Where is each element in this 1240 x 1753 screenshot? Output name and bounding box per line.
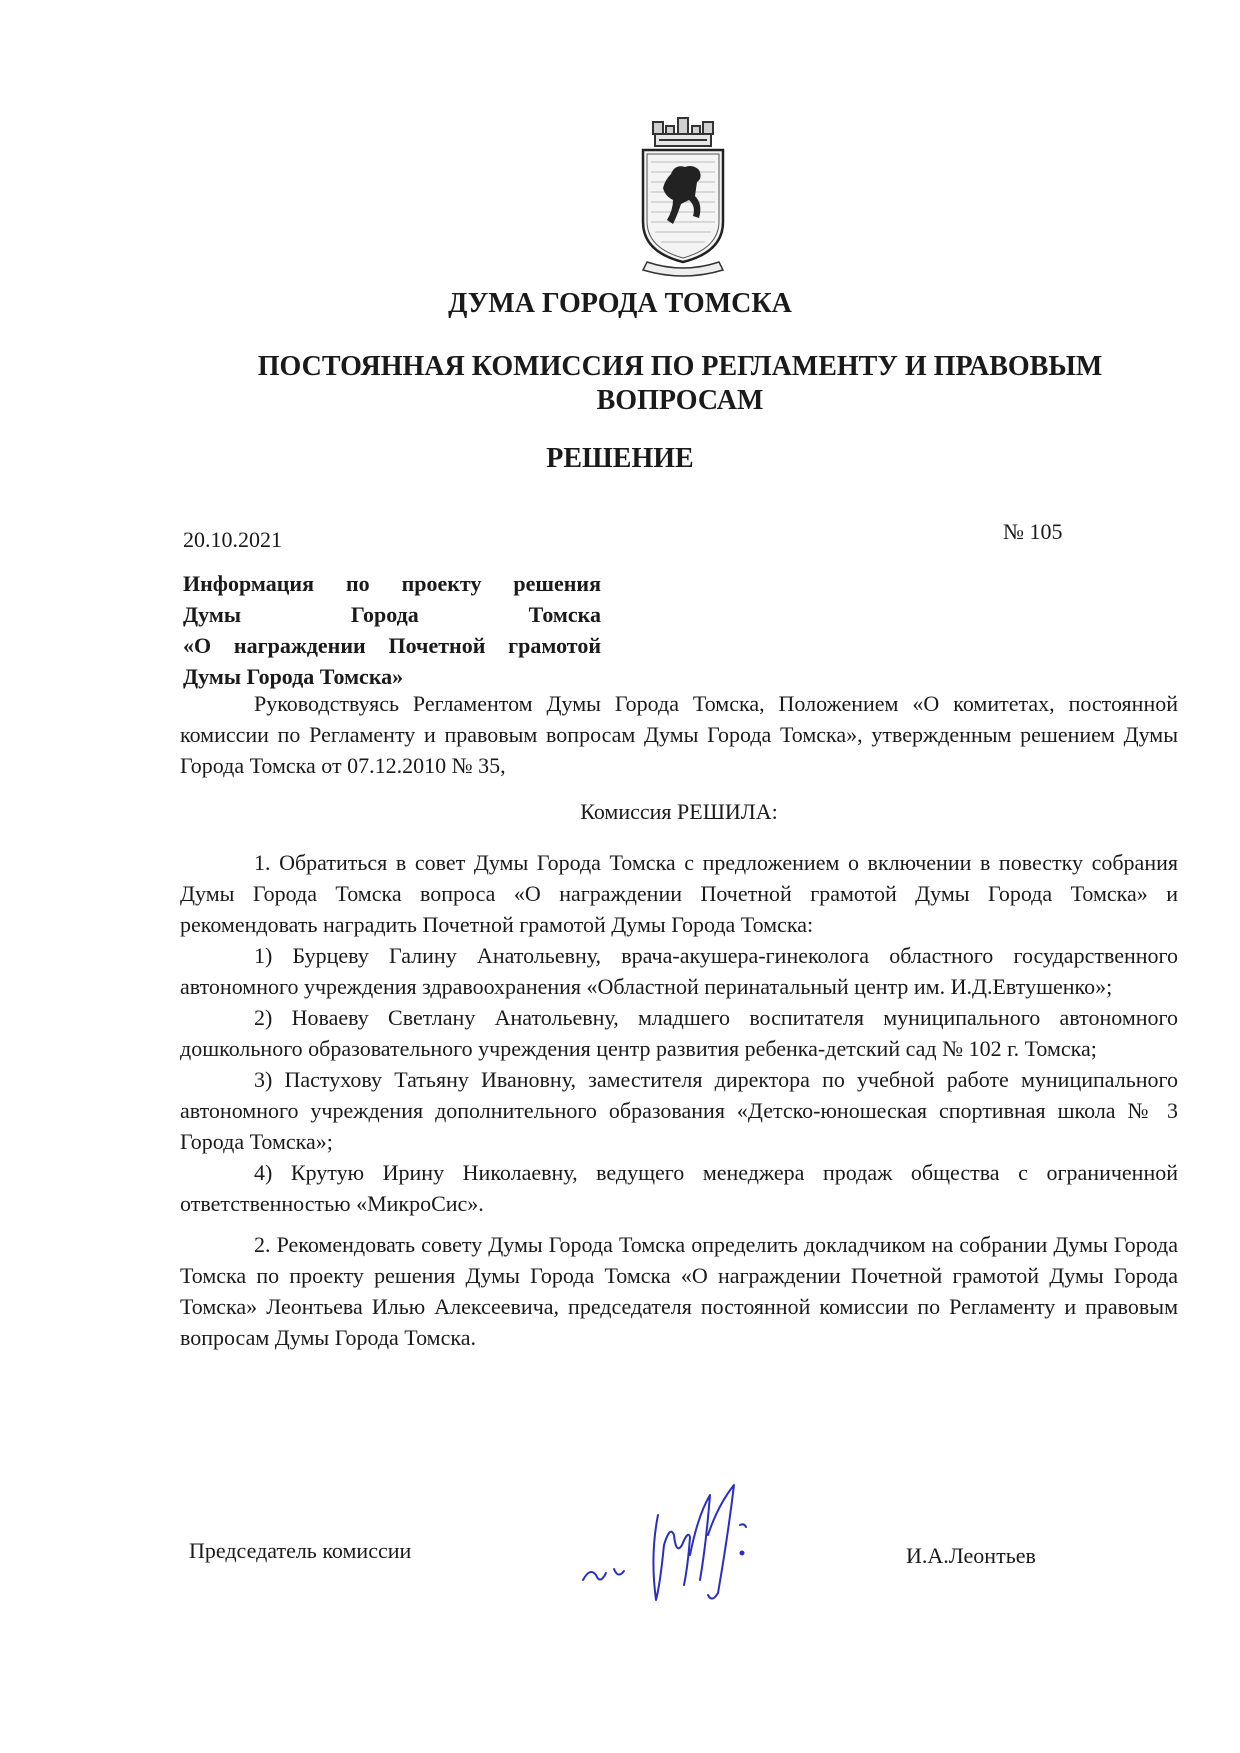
document-body [180,688,1178,1353]
handwritten-signature [578,1475,768,1615]
subject-line: Информация по проекту решения [183,571,601,596]
tomsk-coat-of-arms-icon [633,112,733,282]
awardee-item-1: 1) Бурцеву Галину Анатольевну, врача-акушера-гинеколога областного государственного автономного учреждения здравоохранения «Областной перинатальный центр им. И.Д.Евтушенко»; [180,943,1178,999]
subject-line: «О награждении Почетной грамотой [183,633,601,658]
decision-item-1: 1. Обратиться в совет Думы Города Томска с предложением о включении в повестку собрания Думы Города Томска вопроса «О награждении Почетной грамотой Думы Города Томска» и рекомендовать наградить Почетной грамотой Думы Города Томска: [180,850,1178,937]
subject-line: Думы Города Томска [183,602,601,627]
organization-title: ДУМА ГОРОДА ТОМСКА [448,288,792,319]
document-subject [183,568,601,692]
decision-item-2: 2. Рекомендовать совету Думы Города Томска определить докладчиком на собрании Думы Города Томска по проекту решения Думы Города Томска «О награждении Почетной грамотой Думы Города Томска» Леонтьева Илью Алексеевича, председателя постоянной комиссии по Регламенту и правовым вопросам Думы Города Томска. [180,1232,1178,1350]
commission-title: ПОСТОЯННАЯ КОМИССИЯ ПО РЕГЛАМЕНТУ И ПРАВОВЫМ ВОПРОСАМ [257,351,1103,416]
signatory-position: Председатель комиссии [189,1538,412,1563]
awardee-item-3: 3) Пастухову Татьяну Ивановну, заместителя директора по учебной работе муниципального автономного учреждения дополнительного образования «Детско-юношеская спортивная школа № 3 Города Томска»; [180,1067,1178,1154]
document-number: № 105 [1003,519,1063,544]
subject-line: Думы Города Томска» [183,664,404,689]
awardee-item-4: 4) Крутую Ирину Николаевну, ведущего менеджера продаж общества с ограниченной ответственностью «МикроСис». [180,1160,1178,1216]
awardee-item-2: 2) Новаеву Светлану Анатольевну, младшего воспитателя муниципального автономного дошкольного образовательного учреждения центр развития ребенка-детский сад № 102 г. Томска; [180,1005,1178,1061]
preamble-paragraph: Руководствуясь Регламентом Думы Города Томска, Положением «О комитетах, постоянной комиссии по Регламенту и правовым вопросам Думы Города Томска», утвержденным решением Думы Города Томска от 07.12.2010 № 35, [180,691,1178,778]
document-type-title: РЕШЕНИЕ [546,443,694,474]
decided-heading: Комиссия РЕШИЛА: [580,799,778,824]
signatory-name: И.А.Леонтьев [906,1543,1036,1568]
document-date: 20.10.2021 [183,527,282,552]
